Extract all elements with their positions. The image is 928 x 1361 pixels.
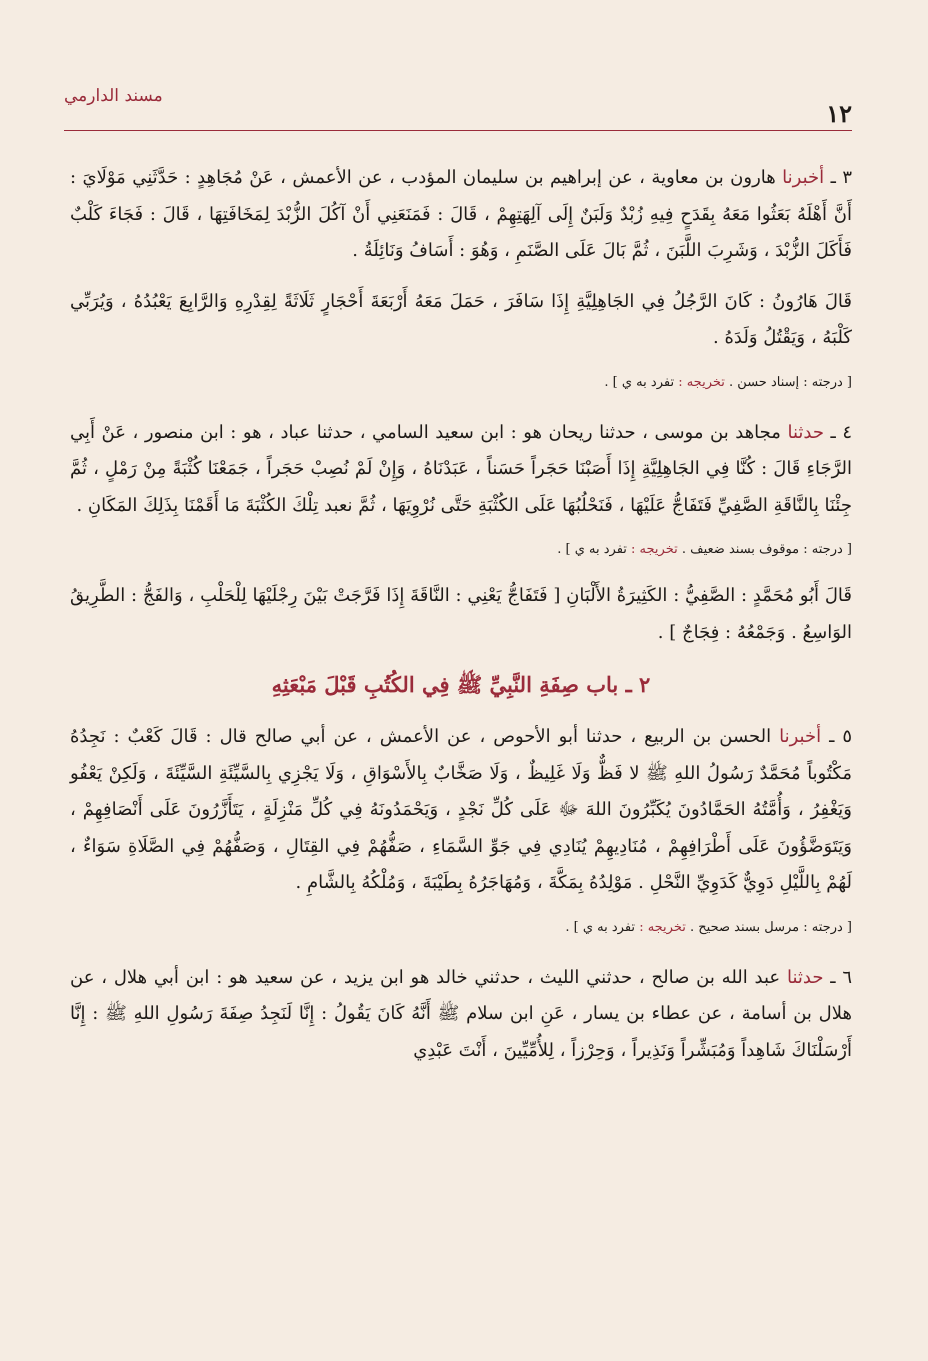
- hadith-number: ٤ ـ: [830, 421, 852, 443]
- takhrij-label: تخريجه :: [631, 542, 678, 557]
- book-title: مسند الدارمي: [64, 86, 163, 106]
- takhrij-value: تفرد به ي ] .: [557, 542, 627, 557]
- grade-label: [ درجته :: [803, 374, 852, 390]
- hadith-3: [70, 160, 852, 270]
- hadith-text: مجاهد بن موسى ، حدثنا ريحان هو : ابن سعيد السامي ، حدثنا عباد ، هو : ابن منصور ، عَنْ أَبِي الرَّجَاءِ قَالَ : كُنَّا فِي الجَاهِلِيَّةِ إِذَا أَصَبْنَا حَجَراً حَسَناً ، عَبَدْنَاهُ ، وَإِنْ لَمْ نُصِبْ حَجَراً ، جَمَعْنَا كُثْبَةً مِنْ رَمْلٍ ، ثُمَّ جِئْنَا بِالنَّاقَةِ الصَّفِيِّ فَتَفَاجُّ عَلَيْهَا ، فَنَحْلُبُهَا عَلَى الكُثْبَةِ حَتَّى نُرْوِيَهَا ، ثُمَّ نعبد تِلْكَ الكُثْبَةَ مَا أَقَمْنَا بِذَلِكَ المَكَانِ .: [70, 421, 852, 516]
- page-content: [70, 160, 852, 1069]
- grade-label: [ درجته :: [803, 542, 852, 557]
- hadith-4: [70, 415, 852, 525]
- hadith-number: ٥ ـ: [829, 726, 852, 747]
- takhrij-value: تفرد به ي ] .: [565, 919, 636, 935]
- hadith-number: ٦ ـ: [830, 966, 852, 988]
- hadith-5: [70, 719, 852, 902]
- hadith-text: هارون بن معاوية ، عن إبراهيم بن سليمان المؤدب ، عن الأعمش ، عَنْ مُجَاهِدٍ : حَدَّثَنِي مَوْلَايَ : أَنَّ أَهْلَهُ بَعَثُوا مَعَهُ بِقَدَحٍ فِيهِ زُبْدٌ وَلَبَنٌ إِلَى آلِهَتِهِمْ ، قَالَ : فَمَنَعَنِي أَنْ آكُلَ الزُّبْدَ لِمَخَافَتِهَا ، قَالَ : فَجَاءَ كَلْبٌ فَأَكَلَ الزُّبْدَ ، وَشَرِبَ اللَّبَنَ ، ثُمَّ بَالَ عَلَى الصَّنَمِ ، وَهُوَ : أَسَافُ وَنَائِلَةُ .: [70, 167, 852, 261]
- chapter-title: ٢ ـ باب صِفَةِ النَّبِيِّ ﷺ فِي الكُتُبِ قَبْلَ مَبْعَثِهِ: [271, 672, 651, 697]
- grade-value: مرسل بسند صحيح .: [690, 919, 800, 935]
- hadith-text: عبد الله بن صالح ، حدثني الليث ، حدثني خالد هو ابن يزيد ، عن سعيد هو : ابن أبي هلال ، عن هلال بن أسامة ، عن عطاء بن يسار ، عَنِ ابن سلام ﷺ أَنَّهُ كَانَ يَقُولُ : إِنَّا لَنَجِدُ صِفَةَ رَسُولِ اللهِ ﷺ : إِنَّا أَرْسَلْنَاكَ شَاهِداً وَمُبَشِّراً وَنَذِيراً ، وَحِرْزاً ، لِلأُمِّيِّينَ ، أَنْتَ عَبْدِي: [70, 966, 852, 1061]
- takhrij-label: تخريجه :: [639, 919, 686, 935]
- hadith-opener: أخبرنا: [782, 167, 825, 188]
- hadith-4-grade: [70, 540, 852, 560]
- hadith-opener: حدثنا: [786, 966, 824, 988]
- hadith-5-grade: [70, 918, 852, 938]
- page-number: ١٢: [826, 99, 852, 128]
- hadith-opener: حدثنا: [787, 421, 824, 443]
- takhrij-label: تخريجه :: [678, 374, 725, 390]
- grade-value: إسناد حسن .: [729, 374, 800, 390]
- takhrij-value: تفرد به ي ] .: [604, 374, 675, 390]
- hadith-6: [70, 960, 852, 1070]
- hadith-4-comment: قَالَ أَبُو مُحَمَّدٍ : الصَّفِيُّ : الكَثِيرَةُ الأَلْبَانِ [ فَتَفَاجُّ يَعْنِي : النَّاقَةَ إِذَا فَرَّجَتْ بَيْنَ رِجْلَيْهَا لِلْحَلْبِ ، وَالفَجُّ : الطَّرِيقُ الوَاسِعُ . وَجَمْعُهُ : فِجَاجٌ ] .: [70, 585, 852, 643]
- hadith-number: ٣ ـ: [830, 167, 852, 188]
- grade-label: [ درجته :: [803, 919, 852, 935]
- hadith-3-grade: [70, 373, 852, 393]
- page-header: [64, 86, 852, 131]
- grade-value: موقوف بسند ضعيف .: [681, 542, 800, 557]
- hadith-opener: أخبرنا: [779, 726, 822, 747]
- hadith-text: الحسن بن الربيع ، حدثنا أبو الأحوص ، عن الأعمش ، عن أبي صالح قال : قَالَ كَعْبٌ : نَجِدُهُ مَكْتُوباً مُحَمَّدٌ رَسُولُ اللهِ ﷺ لا فَظٌّ وَلَا غَلِيظٌ ، وَلَا صَخَّابٌ بِالأَسْوَاقِ ، وَلَا يَجْزِي بِالسَّيِّئَةِ السَّيِّئَةَ ، وَلَكِنْ يَعْفُو وَيَغْفِرُ ، وَأُمَّتُهُ الحَمَّادُونَ يُكَبِّرُونَ اللهَ ﷻ عَلَى كُلِّ نَجْدٍ ، وَيَحْمَدُونَهُ فِي كُلِّ مَنْزِلَةٍ ، يَتَأَزَّرُونَ عَلَى أَنْصَافِهِمْ ، وَيَتَوَضَّؤُونَ عَلَى أَطْرَافِهِمْ ، مُنَادِيهِمْ يُنَادِي فِي جَوِّ السَّمَاءِ ، صَفُّهُمْ فِي القِتَالِ ، وَصَفُّهُمْ فِي الصَّلَاةِ سَوَاءٌ ، لَهُمْ بِاللَّيْلِ دَوِيٌّ كَدَوِيِّ النَّحْلِ . مَوْلِدُهُ بِمَكَّةَ ، وَمُهَاجَرُهُ بِطَيْبَةَ ، وَمُلْكُهُ بِالشَّامِ .: [70, 726, 852, 893]
- hadith-3-note: قَالَ هَارُونُ : كَانَ الرَّجُلُ فِي الجَاهِلِيَّةِ إِذَا سَافَرَ ، حَمَلَ مَعَهُ أَرْبَعَةَ أَحْجَارٍ ثَلَاثَةً لِقِدْرِهِ وَالرَّابِعَ يَعْبُدُهُ ، وَيُرَبِّي كَلْبَهُ ، وَيَقْتُلُ وَلَدَهُ .: [70, 290, 852, 348]
